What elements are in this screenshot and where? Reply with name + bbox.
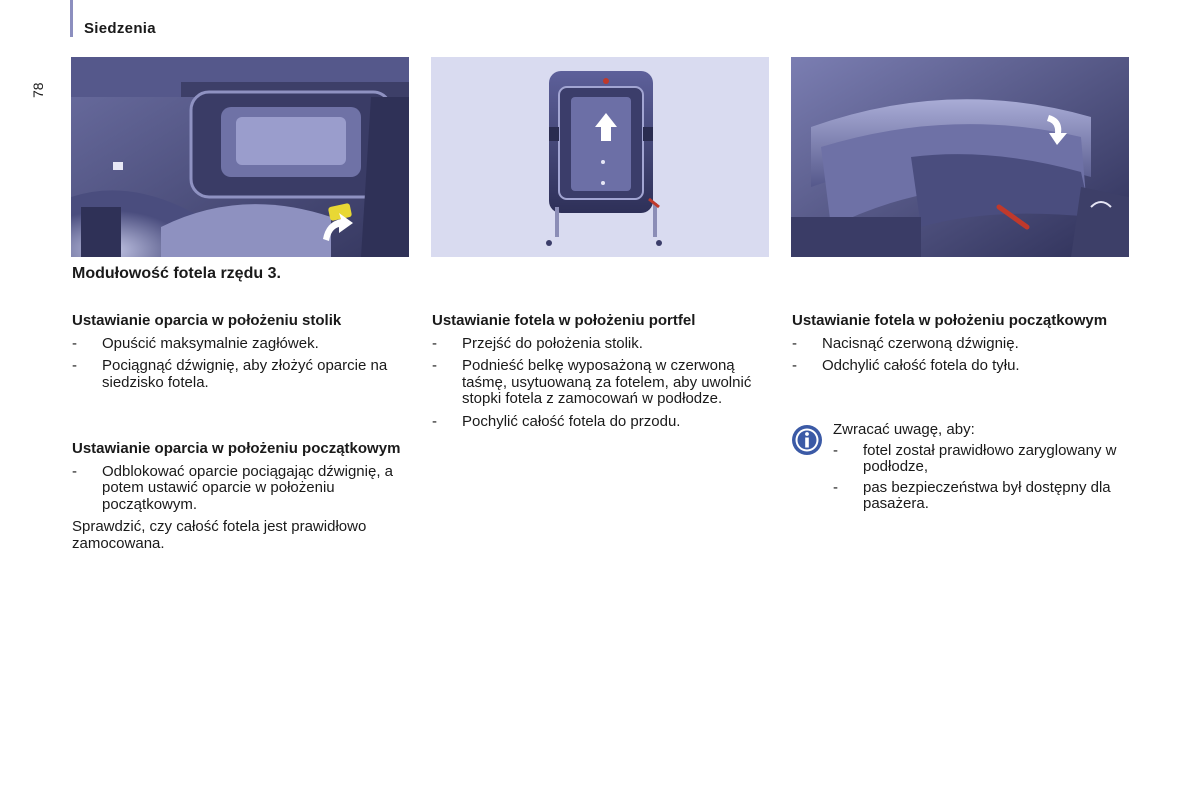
list-item: - Przejść do położenia stolik.: [432, 336, 762, 353]
seat-tilt-back-photo: [791, 57, 1129, 257]
note-intro: Zwracać uwagę, aby:: [833, 421, 975, 438]
subheading: Ustawianie oparcia w położeniu początkowym: [72, 440, 401, 457]
seat-lever-photo: [71, 57, 409, 257]
seat-belt-strap-diagram: [431, 57, 769, 257]
page-number: 78: [30, 82, 46, 98]
list-item: - Opuścić maksymalnie zagłówek.: [72, 336, 402, 353]
section-title: Modułowość fotela rzędu 3.: [72, 265, 281, 282]
subheading: Ustawianie oparcia w położeniu stolik: [72, 312, 342, 329]
header-accent-bar: [70, 0, 73, 37]
list-item: - Odblokować oparcie pociągając dźwignię, a potem ustawić oparcie w położeniu początkowym.: [72, 464, 402, 514]
section-name: Siedzenia: [84, 20, 156, 37]
list-item: - Odchylić całość fotela do tyłu.: [792, 358, 1122, 375]
list-item: - Podnieść belkę wyposażoną w czerwoną taśmę, usytuowaną za fotelem, aby uwolnić stopki fotela z zamocowań w podłodze.: [432, 358, 762, 408]
subheading: Ustawianie fotela w położeniu portfel: [432, 312, 696, 329]
subheading: Ustawianie fotela w położeniu początkowym: [792, 312, 1108, 329]
instruction-column-initial-position: [792, 313, 1122, 381]
list-item: - Pochylić całość fotela do przodu.: [432, 414, 762, 431]
list-item: - Pociągnąć dźwignię, aby złożyć oparcie na siedzisko fotela.: [72, 358, 402, 391]
list-item: - Nacisnąć czerwoną dźwignię.: [792, 336, 1122, 353]
instruction-column-wallet-position: [432, 313, 762, 436]
instruction-column-table-position: [72, 313, 402, 552]
list-item: - fotel został prawidłowo zaryglowany w podłodze,: [833, 443, 1123, 476]
paragraph: Sprawdzić, czy całość fotela jest prawidłowo zamocowana.: [72, 518, 367, 552]
list-item: - pas bezpieczeństwa był dostępny dla pasażera.: [833, 480, 1123, 513]
info-icon: [791, 424, 823, 456]
